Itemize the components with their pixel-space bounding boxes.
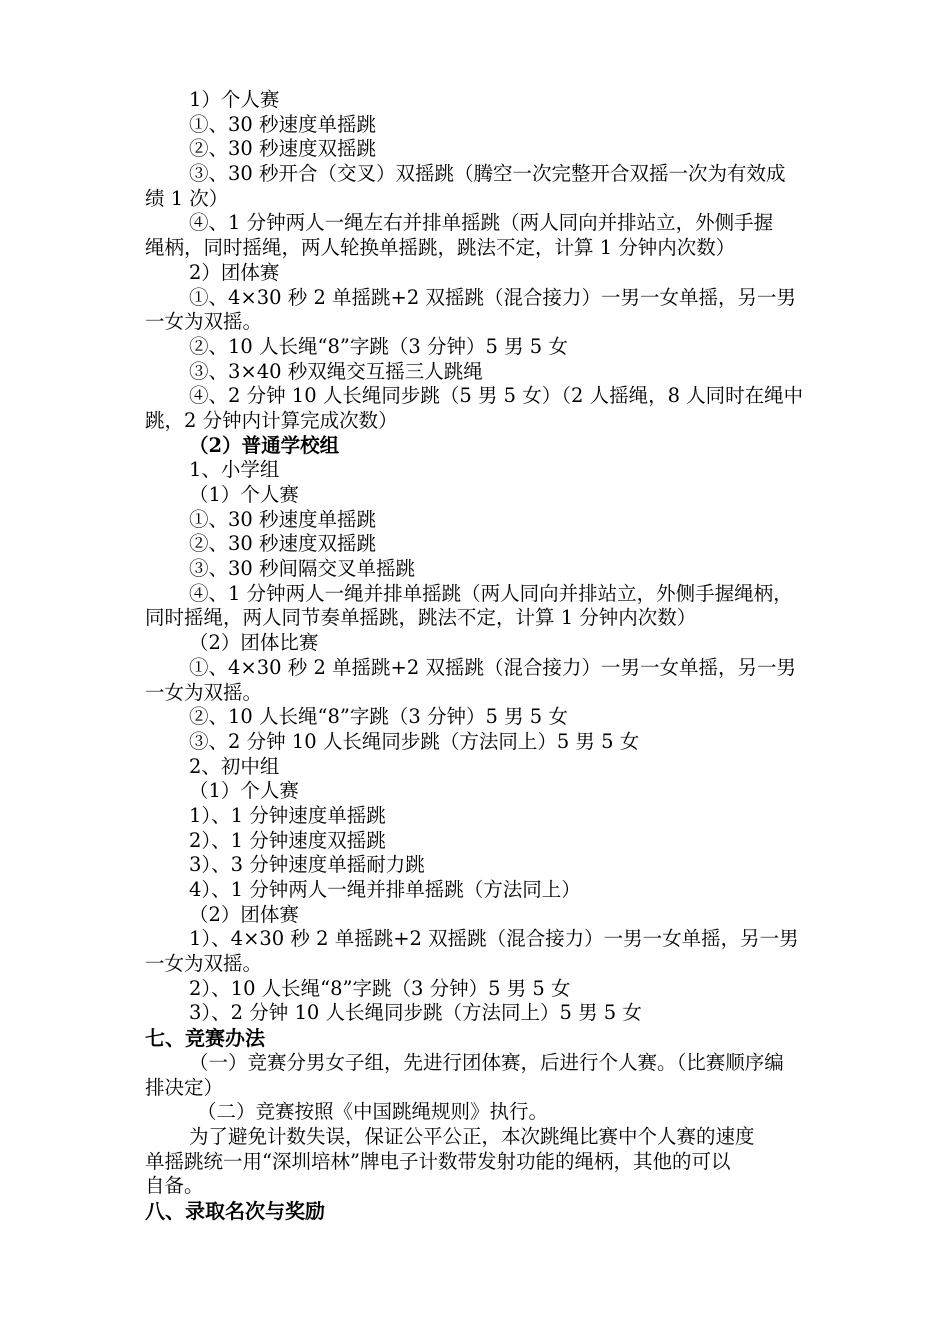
text-line: 1）、4×30 秒 2 单摇跳+2 双摇跳（混合接力）一男一女单摇，另一男 [189,927,799,951]
text-line: 单摇跳统一用“深圳培林”牌电子计数带发射功能的绳柄，其他的可以 [145,1149,731,1173]
text-line: ③、30 秒间隔交叉单摇跳 [189,557,416,581]
text-line: 排决定） [145,1075,224,1099]
text-line: （1）个人赛 [189,779,299,803]
text-line: ④、2 分钟 10 人长绳同步跳（5 男 5 女）（2 人摇绳，8 人同时在绳中 [189,384,804,408]
text-line: 2）团体赛 [189,260,280,284]
text-line: 一女为双摇。 [145,310,263,334]
text-line: ④、1 分钟两人一绳左右并排单摇跳（两人同向并排站立，外侧手握 [189,211,774,235]
text-line: （一）竞赛分男女子组，先进行团体赛，后进行个人赛。（比赛顺序编 [189,1050,784,1074]
text-line: 为了避免计数失误，保证公平公正，本次跳绳比赛中个人赛的速度 [189,1124,755,1148]
text-line: ③、2 分钟 10 人长绳同步跳（方法同上）5 男 5 女 [189,729,640,753]
text-line: 绩 1 次） [145,186,229,210]
text-line: 一女为双摇。 [145,952,263,976]
text-line: 一女为双摇。 [145,680,263,704]
text-line: 1）个人赛 [189,88,280,111]
text-line: （2）团体赛 [189,902,299,926]
text-line: 1、小学组 [189,458,280,482]
text-line: 2）、10 人长绳“8”字跳（3 分钟）5 男 5 女 [189,976,571,1000]
text-line: ②、10 人长绳“8”字跳（3 分钟）5 男 5 女 [189,334,568,358]
text-line: 跳，2 分钟内计算完成次数） [145,408,398,432]
text-line: 4）、1 分钟两人一绳并排单摇跳（方法同上） [189,878,581,901]
text-line: ③、3×40 秒双绳交互摇三人跳绳 [189,359,483,383]
text-line: 2、初中组 [189,754,280,778]
text-line: ②、10 人长绳“8”字跳（3 分钟）5 男 5 女 [189,705,568,729]
text-line: 1）、1 分钟速度单摇跳 [189,803,386,827]
text-line: ①、30 秒速度单摇跳 [189,112,377,136]
text-line: ④、1 分钟两人一绳并排单摇跳（两人同向并排站立，外侧手握绳柄， [189,581,793,605]
text-line: 2）、1 分钟速度双摇跳 [189,828,386,852]
text-line: （2）团体比赛 [189,631,319,655]
text-line: 3）、2 分钟 10 人长绳同步跳（方法同上）5 男 5 女 [189,1001,642,1025]
text-line: ①、4×30 秒 2 单摇跳+2 双摇跳（混合接力）一男一女单摇，另一男 [189,285,797,309]
text-line: 同时摇绳，两人同节奏单摇跳，跳法不定，计算 1 分钟内次数） [145,606,697,630]
text-line: 3）、3 分钟速度单摇耐力跳 [189,853,425,877]
text-line: 绳柄，同时摇绳，两人轮换单摇跳，跳法不定，计算 1 分钟内次数） [145,236,736,260]
text-line: ②、30 秒速度双摇跳 [189,137,377,161]
section-heading: 七、竞赛办法 [145,1026,265,1051]
text-line: ①、4×30 秒 2 单摇跳+2 双摇跳（混合接力）一男一女单摇，另一男 [189,655,797,679]
text-line: ②、30 秒速度双摇跳 [189,532,377,556]
subsection-heading: （2）普通学校组 [189,433,340,457]
document-body [145,88,845,1224]
text-line: （二）竞赛按照《中国跳绳规则》执行。 [197,1100,549,1124]
section-heading: 八、录取名次与奖励 [145,1198,325,1223]
text-line: 自备。 [145,1174,204,1198]
text-line: ①、30 秒速度单摇跳 [189,507,377,531]
text-line: ③、30 秒开合（交叉）双摇跳（腾空一次完整开合双摇一次为有效成 [189,162,786,186]
text-line: （1）个人赛 [189,483,299,506]
